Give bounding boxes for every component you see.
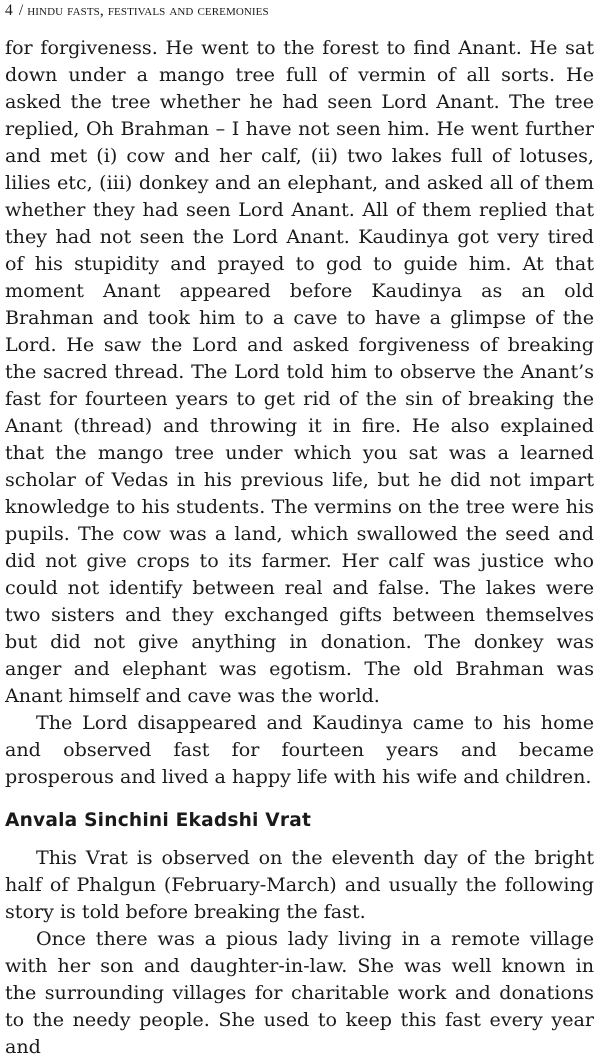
- page-number: 4: [5, 2, 13, 19]
- running-header: [5, 1, 594, 23]
- page-body: [5, 34, 594, 1060]
- paragraph: This Vrat is observed on the eleventh day of the bright half of Phalgun (February-March) and usually the following story is told before breaking the fast.: [5, 846, 594, 923]
- section-heading: Anvala Sinchini Ekadshi Vrat: [5, 810, 312, 831]
- paragraph: The Lord disappeared and Kaudinya came to his home and observed fast for fourteen years and became prosperous and lived a happy life with his wife and children.: [5, 711, 594, 788]
- paragraph-continued: for forgiveness. He went to the forest to find Anant. He sat down under a mango tree full of vermin of all sorts. He asked the tree whether he had seen Lord Anant. The tree replied, Oh Brahman – I have not seen him. He went further and met (i) cow and her calf, (ii) two lakes full of lotuses, lilies etc, (iii) donkey and an elephant, and asked all of them whether they had seen Lord Anant. All of them replied that they had not seen the Lord Anant. Kaudinya got very tired of his stupidity and prayed to god to guide him. At that moment Anant appeared before Kaudinya as an old Brahman and took him to a cave to have a glimpse of the Lord. He saw the Lord and asked forgiveness of breaking the sacred thread. The Lord told him to observe the Anant’s fast for fourteen years to get rid of the sin of breaking the Anant (thread) and throwing it in fire. He also explained that the mango tree under which you sat was a learned scholar of Vedas in his previous life, but he did not impart knowledge to his students. The vermins on the tree were his pupils. The cow was a land, which swallowed the seed and did not give crops to its farmer. Her calf was justice who could not identify between real and false. The lakes were two sisters and they exchanged gifts between themselves but did not give anything in donation. The donkey was anger and elephant was egotism. The old Brahman was Anant himself and cave was the world.: [5, 36, 594, 707]
- header-separator: /: [18, 2, 24, 19]
- running-title: hindu fasts, festivals and ceremonies: [27, 2, 269, 19]
- paragraph: Once there was a pious lady living in a remote village with her son and daughter-in-law. She was well known in the surrounding villages for charitable work and donations to the needy people. She used to keep this fast every year and: [5, 927, 594, 1058]
